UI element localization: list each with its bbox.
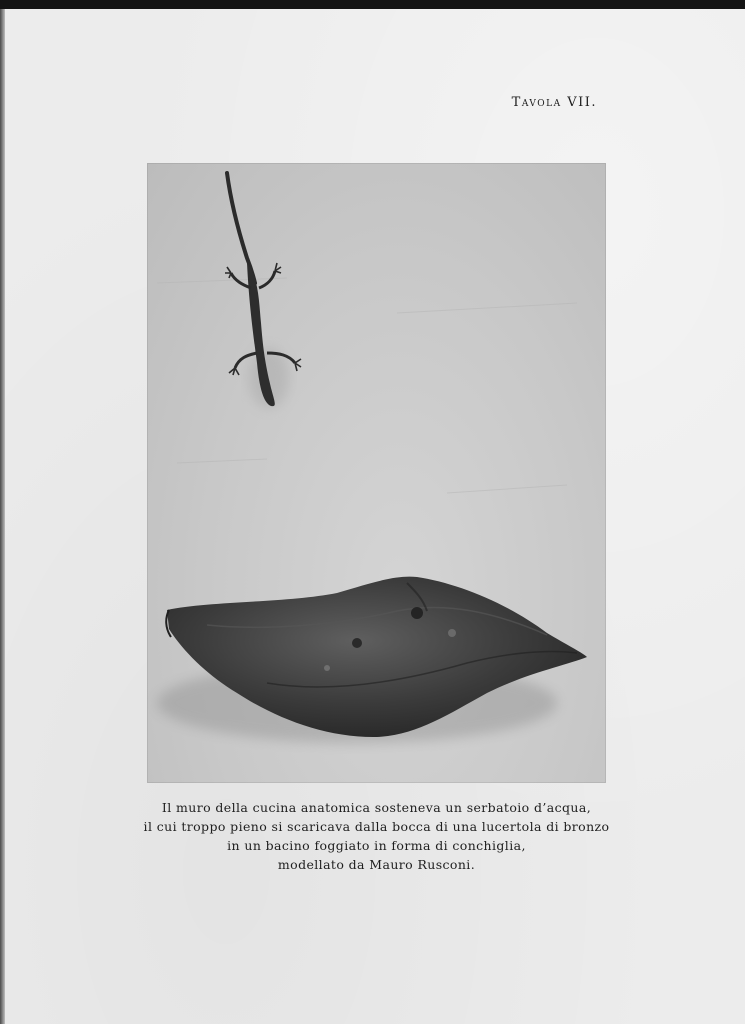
lizard-figure (225, 173, 301, 408)
scan-border (0, 0, 745, 9)
book-page (4, 9, 745, 1024)
plate-number: Tavola VII. (511, 95, 597, 110)
photo-illustration (147, 163, 606, 783)
caption-line: il cui troppo pieno si scaricava dalla bocca di una lucertola di bronzo (143, 819, 610, 834)
caption-line: Il muro della cucina anatomica sosteneva un serbatoio d’acqua, (161, 800, 592, 815)
caption-line: modellato da Mauro Rusconi. (277, 857, 476, 872)
caption-line: in un bacino foggiato in forma di conchiglia, (227, 838, 526, 853)
figure-caption (84, 798, 669, 874)
wall-texture (157, 278, 577, 493)
shell-basin (157, 577, 587, 743)
page-edge (0, 9, 5, 1024)
plate-photograph (147, 163, 606, 783)
